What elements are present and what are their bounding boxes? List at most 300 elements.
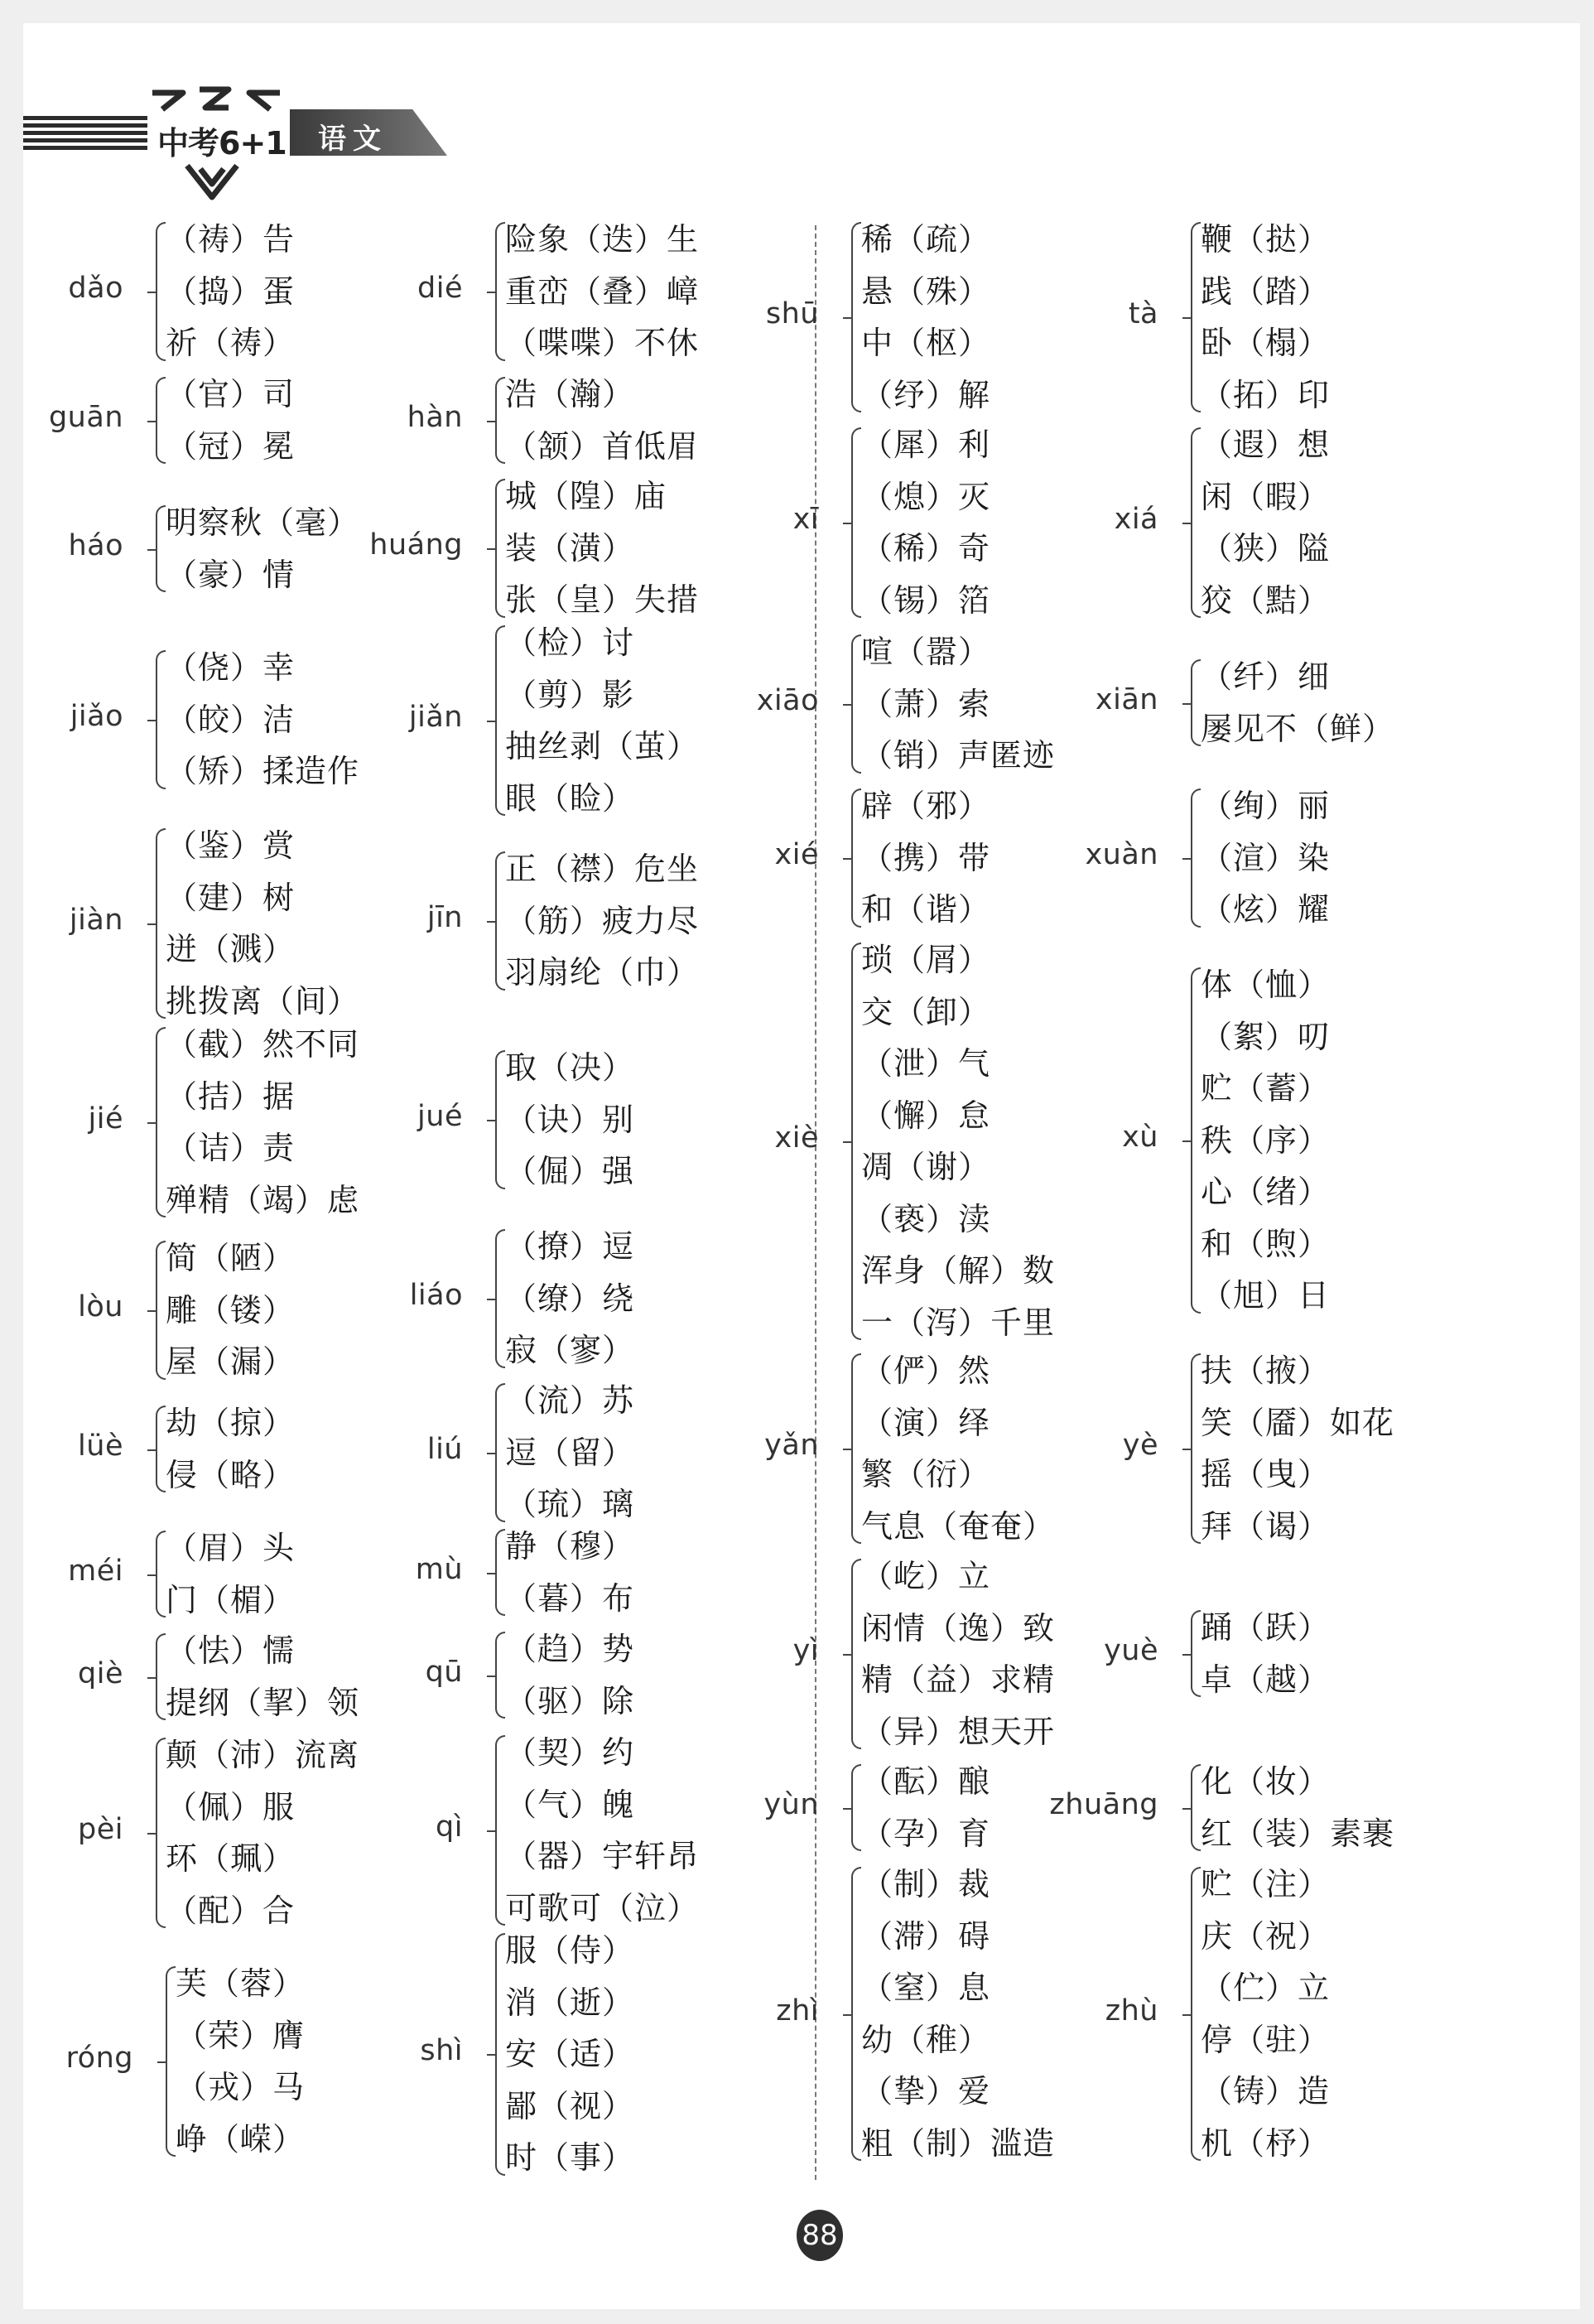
word-list	[1201, 1859, 1330, 2169]
brace	[166, 1966, 176, 2157]
word-item: （拮）据	[166, 1078, 296, 1115]
brace	[495, 1632, 505, 1719]
brace-tip	[843, 1449, 851, 1450]
pinyin-label: liáo	[409, 1278, 463, 1312]
brace-tip	[843, 2014, 851, 2016]
brace-tip	[487, 548, 495, 550]
word-item: 服（侍）	[505, 1932, 635, 1969]
word-item: 贮（注）	[1201, 1866, 1331, 1902]
pinyin-label: qì	[436, 1811, 463, 1844]
pinyin-label: xiè	[774, 1121, 819, 1155]
pinyin-label: guān	[48, 400, 123, 434]
word-item: （鉴）赏	[166, 827, 296, 864]
word-list	[505, 214, 699, 369]
word-item: 颠（沛）流离	[166, 1737, 360, 1773]
brace-tip	[487, 421, 495, 422]
word-item: 装（潢）	[505, 529, 635, 567]
pinyin-label: háo	[68, 528, 123, 562]
word-item: （喋喋）不休	[505, 325, 700, 361]
word-item: 和（煦）	[1201, 1225, 1331, 1262]
brace-tip	[843, 704, 851, 706]
word-item: 卧（榻）	[1201, 325, 1331, 361]
word-item: 迸（溅）	[166, 931, 296, 967]
word-list	[505, 470, 699, 626]
word-item: 一（泻）千里	[861, 1304, 1056, 1341]
word-item: 寂（寥）	[505, 1332, 635, 1368]
word-item: （携）带	[861, 839, 991, 876]
pinyin-label: huáng	[369, 528, 463, 562]
brace-tip	[843, 1654, 851, 1656]
brace	[156, 1027, 166, 1217]
pinyin-label: méi	[68, 1554, 123, 1588]
word-list	[505, 1221, 634, 1377]
word-item: （絮）叨	[1201, 1018, 1331, 1055]
word-item: 交（卸）	[861, 993, 991, 1030]
word-list	[861, 419, 990, 626]
word-item: 悬（殊）	[861, 272, 991, 310]
brace	[1191, 967, 1201, 1314]
brace-tip	[147, 292, 156, 293]
brace	[851, 222, 861, 412]
pinyin-label: xiāo	[756, 683, 819, 717]
word-item: （配）合	[166, 1892, 296, 1929]
pinyin-label: yuè	[1104, 1633, 1158, 1667]
brace	[156, 1738, 166, 1928]
pinyin-label: xù	[1122, 1120, 1158, 1154]
brace-tip	[1182, 703, 1191, 705]
pinyin-label: jiǎo	[70, 699, 123, 733]
word-list	[176, 1958, 305, 2165]
word-list	[1201, 1602, 1330, 1705]
pinyin-label: yè	[1122, 1429, 1158, 1462]
word-item: （俨）然	[861, 1352, 991, 1389]
word-item: （筋）疲力尽	[505, 902, 700, 939]
word-item: 化（妆）	[1201, 1763, 1331, 1800]
word-item: 明察秋（毫）	[166, 504, 360, 541]
word-item: （萧）索	[861, 685, 991, 722]
word-item: 雕（镂）	[166, 1291, 296, 1328]
brace-tip	[487, 2054, 495, 2056]
word-item: 正（襟）危坐	[505, 851, 700, 887]
word-item: 稀（疏）	[861, 221, 991, 258]
word-item: 抽丝剥（茧）	[505, 728, 700, 764]
word-list	[166, 1397, 295, 1501]
brace	[851, 1867, 861, 2161]
pinyin-label: xī	[792, 503, 819, 536]
brace	[851, 788, 861, 928]
word-item: （截）然不同	[166, 1026, 360, 1063]
word-item: 屡见不（鲜）	[1201, 710, 1395, 747]
brace	[851, 1559, 861, 1749]
brace	[1191, 427, 1201, 618]
word-item: 可歌可（泣）	[505, 1889, 700, 1926]
brace-tip	[843, 317, 851, 319]
brace-tip	[1182, 1808, 1191, 1810]
word-list	[505, 1375, 634, 1531]
brace	[156, 1633, 166, 1720]
brace-tip	[147, 1677, 156, 1679]
word-item: 殚精（竭）虑	[166, 1181, 360, 1218]
word-list	[505, 1042, 634, 1198]
page-number: 88	[797, 2210, 843, 2261]
pinyin-label: xié	[774, 837, 819, 871]
word-item: （佩）服	[166, 1788, 296, 1825]
word-item: （伫）立	[1201, 1970, 1331, 2006]
word-item: （剪）影	[505, 676, 635, 713]
word-list	[861, 780, 990, 936]
brace-tip	[487, 1453, 495, 1454]
word-item: （祷）告	[166, 221, 296, 258]
word-list	[505, 369, 699, 472]
word-list	[166, 369, 295, 472]
brace	[156, 828, 166, 1019]
word-item: 重峦（叠）嶂	[505, 272, 700, 310]
word-item: 凋（谢）	[861, 1149, 991, 1185]
word-item: （挚）爱	[861, 2073, 991, 2109]
brace	[156, 1241, 166, 1380]
word-item: （犀）利	[861, 427, 991, 463]
brace-tip	[843, 858, 851, 860]
word-item: 闲（暇）	[1201, 478, 1331, 515]
word-item: （诀）别	[505, 1101, 635, 1138]
pinyin-label: liú	[426, 1432, 463, 1466]
pinyin-label: xuàn	[1085, 837, 1158, 871]
word-item: 静（穆）	[505, 1528, 635, 1565]
word-item: （驱）除	[505, 1682, 635, 1719]
brace-tip	[1182, 1654, 1191, 1656]
brace-tip	[147, 1574, 156, 1576]
brace-tip	[487, 721, 495, 722]
word-item: （诘）责	[166, 1130, 296, 1166]
brace-tip	[843, 1808, 851, 1810]
brace	[851, 1764, 861, 1851]
pinyin-label: lòu	[78, 1290, 123, 1324]
word-item: 环（珮）	[166, 1840, 296, 1877]
brace	[1191, 1610, 1201, 1697]
word-item: 幼（稚）	[861, 2021, 991, 2058]
pinyin-label: shì	[420, 2034, 463, 2068]
word-item: 峥（嵘）	[176, 2120, 306, 2158]
word-item: 和（谐）	[861, 891, 991, 928]
word-item: （孕）育	[861, 1815, 991, 1852]
word-item: 笑（靥）如花	[1201, 1404, 1395, 1441]
word-item: （稀）奇	[861, 530, 991, 567]
pinyin-label: jiǎn	[408, 701, 463, 734]
word-item: 消（逝）	[505, 1984, 635, 2021]
brace	[156, 650, 166, 789]
word-item: （琉）璃	[505, 1486, 635, 1522]
word-list	[1201, 959, 1330, 1322]
word-list	[1201, 419, 1330, 626]
word-item: 芙（蓉）	[176, 1965, 306, 2002]
brace-tip	[1182, 523, 1191, 524]
pinyin-label: jiàn	[69, 904, 123, 937]
brace	[1191, 222, 1201, 412]
word-list	[166, 820, 359, 1027]
word-item: 简（陋）	[166, 1240, 296, 1276]
brace	[495, 377, 505, 464]
word-list	[166, 1729, 359, 1936]
brace-tip	[147, 1310, 156, 1312]
word-item: （异）想天开	[861, 1713, 1056, 1750]
word-item: （滞）碍	[861, 1917, 991, 1955]
word-item: 心（绪）	[1201, 1174, 1331, 1210]
brace	[1191, 1353, 1201, 1544]
word-item: （遐）想	[1201, 427, 1331, 463]
word-item: （流）苏	[505, 1382, 635, 1419]
pinyin-label: qiè	[78, 1656, 123, 1690]
word-list	[861, 214, 990, 421]
word-list	[861, 1756, 990, 1859]
word-list	[861, 626, 1055, 782]
word-list	[1201, 780, 1330, 936]
word-item: （捣）蛋	[166, 272, 296, 310]
word-list	[861, 1550, 1055, 1757]
word-item: 辟（邪）	[861, 788, 991, 824]
pinyin-label: jué	[417, 1099, 463, 1133]
word-item: （眉）头	[166, 1530, 296, 1566]
brace	[495, 1229, 505, 1368]
pinyin-label: zhì	[776, 1994, 819, 2027]
word-item: （矫）揉造作	[166, 753, 360, 789]
brace	[495, 479, 505, 618]
brace	[851, 943, 861, 1340]
brace-tip	[487, 1675, 495, 1677]
word-list	[861, 1345, 1055, 1552]
word-item: 踊（跃）	[1201, 1609, 1331, 1646]
pinyin-label: dǎo	[68, 271, 123, 305]
word-item: （炫）耀	[1201, 891, 1331, 928]
brace-tip	[147, 720, 156, 721]
brace	[495, 851, 505, 991]
brace-tip	[487, 292, 495, 293]
word-item: 秩（序）	[1201, 1121, 1331, 1159]
word-list	[166, 642, 359, 798]
pinyin-label: jié	[88, 1102, 123, 1135]
brace	[1191, 1867, 1201, 2161]
word-list	[1201, 214, 1330, 421]
word-item: 闲情（逸）致	[861, 1609, 1056, 1647]
word-list	[505, 1727, 699, 1934]
pinyin-label: dié	[417, 271, 463, 305]
word-item: 祈（祷）	[166, 325, 296, 361]
word-item: 繁（衍）	[861, 1456, 991, 1492]
word-list	[1201, 1345, 1394, 1552]
word-list	[505, 1925, 634, 2184]
brace-tip	[487, 1299, 495, 1300]
word-item: （纤）细	[1201, 658, 1331, 695]
subject-label: 语文	[318, 123, 388, 156]
pinyin-label: xiá	[1114, 503, 1158, 536]
brace-tip	[147, 1833, 156, 1835]
brace	[156, 222, 166, 361]
word-item: （纾）解	[861, 376, 991, 413]
brace-tip	[1182, 1140, 1191, 1142]
word-list	[1201, 1756, 1394, 1859]
word-item: 提纲（挈）领	[166, 1684, 360, 1721]
word-item: 羽扇纶（巾）	[505, 954, 700, 991]
word-item: （气）魄	[505, 1786, 635, 1823]
word-item: （戎）马	[176, 2069, 306, 2105]
word-item: 屋（漏）	[166, 1343, 296, 1380]
word-item: （侥）幸	[166, 649, 296, 686]
word-item: （熄）灭	[861, 478, 991, 515]
brace	[495, 1933, 505, 2176]
pinyin-label: tà	[1128, 297, 1158, 330]
word-list	[166, 497, 359, 600]
brace	[495, 1383, 505, 1522]
word-item: （契）约	[505, 1734, 635, 1771]
word-item: 停（驻）	[1201, 2021, 1331, 2058]
word-item: （豪）情	[166, 556, 296, 593]
word-item: 红（装）素裹	[1201, 1815, 1395, 1852]
word-item: （屹）立	[861, 1558, 991, 1594]
brace-tip	[843, 523, 851, 524]
pinyin-label: yǎn	[764, 1429, 819, 1462]
word-item: 侵（略）	[166, 1456, 296, 1493]
word-item: 喧（嚣）	[861, 634, 991, 670]
brace-tip	[487, 1120, 495, 1121]
word-item: （铸）造	[1201, 2073, 1331, 2109]
brace-tip	[147, 421, 156, 422]
brace-tip	[487, 1573, 495, 1574]
word-list	[505, 1623, 634, 1727]
pinyin-label: zhuāng	[1049, 1787, 1158, 1821]
pinyin-label: zhù	[1105, 1994, 1158, 2027]
brace-tip	[487, 921, 495, 923]
word-item: 践（踏）	[1201, 272, 1331, 310]
brace	[156, 1531, 166, 1618]
brace-tip	[147, 1449, 156, 1451]
pinyin-label: hàn	[407, 400, 463, 434]
word-item: 逗（留）	[505, 1434, 635, 1471]
word-item: 拜（谒）	[1201, 1507, 1331, 1545]
word-item: 眼（睑）	[505, 779, 635, 817]
word-list	[861, 1859, 1055, 2169]
word-item: （亵）渎	[861, 1200, 991, 1237]
brace-tip	[1182, 2014, 1191, 2016]
word-item: 挑拨离（间）	[166, 982, 360, 1020]
brace-tip	[487, 1830, 495, 1832]
word-list	[505, 617, 699, 824]
word-item: （绚）丽	[1201, 788, 1331, 824]
word-item: （演）绎	[861, 1404, 991, 1441]
word-item: （怯）懦	[166, 1632, 296, 1669]
brace	[495, 1050, 505, 1189]
word-item: （缭）绕	[505, 1280, 635, 1317]
word-item: （器）宇轩昂	[505, 1838, 700, 1874]
word-item: 鞭（挞）	[1201, 221, 1331, 258]
brace-tip	[1182, 317, 1191, 319]
word-list	[505, 1521, 634, 1624]
word-item: 卓（越）	[1201, 1661, 1331, 1698]
word-item: （暮）布	[505, 1579, 635, 1617]
word-item: 精（益）求精	[861, 1661, 1056, 1698]
word-item: （荣）膺	[176, 2017, 306, 2054]
word-item: 张（皇）失措	[505, 581, 700, 618]
brace-tip	[147, 1122, 156, 1124]
word-item: （酝）酿	[861, 1763, 991, 1800]
pinyin-label: mù	[415, 1552, 463, 1586]
word-item: 中（枢）	[861, 325, 991, 361]
brace-tip	[157, 2061, 166, 2063]
word-item: （撩）逗	[505, 1228, 635, 1265]
word-list	[505, 843, 699, 999]
word-item: （皎）洁	[166, 701, 296, 738]
word-item: （懈）怠	[861, 1097, 991, 1134]
word-item: 贮（蓄）	[1201, 1070, 1331, 1107]
pinyin-label: shū	[765, 297, 819, 330]
brace-tip	[147, 923, 156, 925]
brace	[1191, 659, 1201, 746]
brace	[495, 222, 505, 361]
pinyin-label: xiān	[1095, 682, 1158, 716]
word-item: （狭）隘	[1201, 530, 1331, 567]
word-item: 气息（奄奄）	[861, 1507, 1056, 1545]
word-item: 粗（制）滥造	[861, 2124, 1056, 2162]
word-item: （渲）染	[1201, 839, 1331, 876]
brace	[851, 634, 861, 774]
word-item: 时（事）	[505, 2139, 635, 2176]
word-item: （制）裁	[861, 1866, 991, 1902]
brace	[156, 1405, 166, 1492]
word-item: 门（楣）	[166, 1581, 296, 1618]
word-item: （窒）息	[861, 1970, 991, 2006]
brace-tip	[147, 549, 156, 551]
word-item: 安（适）	[505, 2036, 635, 2072]
pinyin-label: yùn	[763, 1787, 819, 1821]
brace	[495, 625, 505, 816]
brace-tip	[843, 1141, 851, 1143]
brace	[1191, 788, 1201, 928]
word-item: （拓）印	[1201, 376, 1331, 413]
brace	[851, 427, 861, 618]
word-item: （官）司	[166, 376, 296, 412]
pinyin-label: róng	[65, 2042, 133, 2075]
word-item: （旭）日	[1201, 1277, 1331, 1314]
brace	[1191, 1764, 1201, 1851]
pinyin-label: qū	[425, 1655, 463, 1689]
word-item: 鄙（视）	[505, 2087, 635, 2124]
word-item: 狡（黠）	[1201, 581, 1331, 619]
pinyin-label: yì	[792, 1634, 819, 1667]
brace	[495, 1529, 505, 1616]
word-item: （颔）首低眉	[505, 427, 700, 465]
word-list	[166, 1232, 295, 1388]
word-item: 浩（瀚）	[505, 376, 635, 412]
brace-tip	[1182, 1449, 1191, 1450]
word-item: 琐（屑）	[861, 942, 991, 978]
word-item: 扶（掖）	[1201, 1352, 1331, 1389]
word-item: （泄）气	[861, 1045, 991, 1082]
brace	[495, 1735, 505, 1926]
word-item: 浑身（解）数	[861, 1252, 1056, 1289]
word-item: 庆（祝）	[1201, 1917, 1331, 1955]
word-item: （销）声匿迹	[861, 737, 1056, 774]
brace	[851, 1353, 861, 1544]
word-list	[166, 1625, 359, 1729]
word-list	[1201, 651, 1394, 755]
word-item: 险象（迭）生	[505, 221, 700, 258]
pinyin-label: jīn	[426, 900, 463, 934]
word-list	[861, 934, 1055, 1348]
word-item: 取（决）	[505, 1049, 635, 1086]
word-item: 城（隍）庙	[505, 478, 667, 514]
word-item: （锡）箔	[861, 581, 991, 619]
brace-tip	[1182, 858, 1191, 860]
pinyin-label: pèi	[78, 1813, 123, 1846]
word-list	[166, 214, 295, 369]
